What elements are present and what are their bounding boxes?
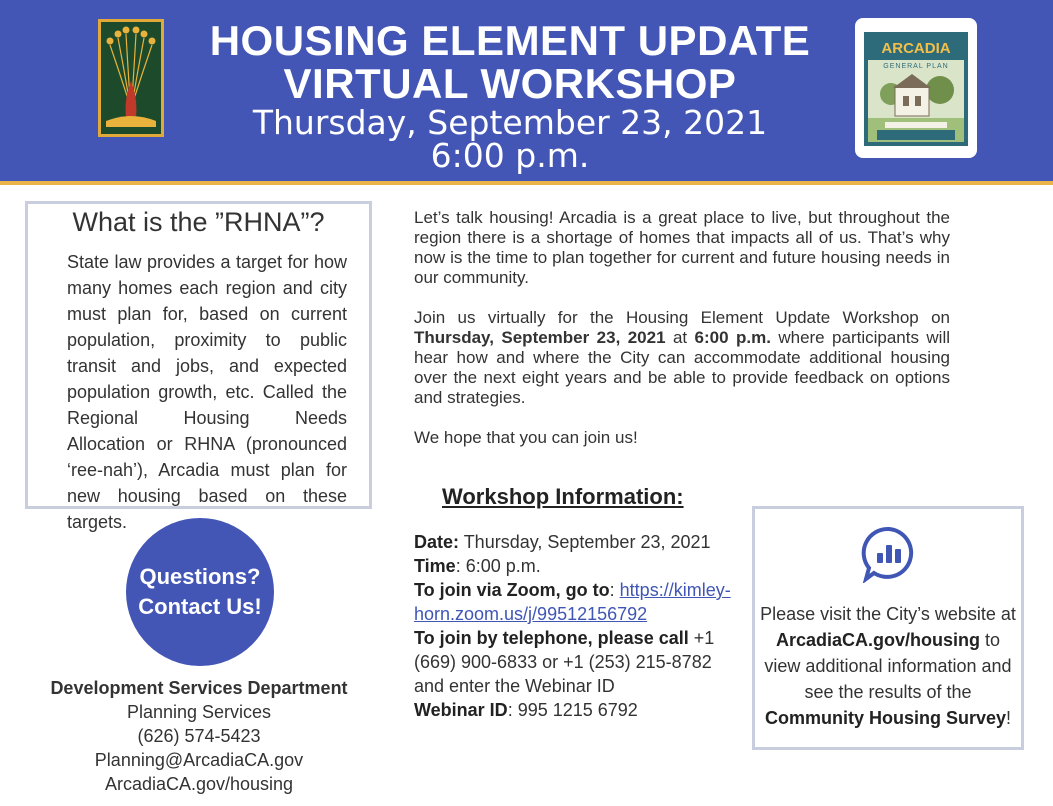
- contact-details: [30, 676, 368, 796]
- contact-badge-line-1: Questions?: [139, 564, 261, 589]
- intro-paragraph-1: Let’s talk housing! Arcadia is a great place to live, but throughout the region there is a shortage of homes that impacts all of us. That’s why now is the time to plan together for current and future housing needs in our community.: [414, 208, 950, 287]
- header-divider: [0, 181, 1053, 185]
- workshop-time-bold: 6:00 p.m.: [694, 328, 771, 347]
- survey-info-box: [752, 506, 1024, 750]
- housing-site-link: ArcadiaCA.gov/housing: [775, 630, 980, 650]
- workshop-phone: To join by telephone, please call +1 (669) 900-6833 or +1 (253) 215-8782 and enter the Webinar ID: [414, 628, 715, 696]
- chat-bar-chart-icon: [860, 525, 918, 583]
- rhna-heading: What is the ”RHNA”?: [72, 207, 325, 237]
- event-time: 6:00 p.m.: [430, 136, 590, 175]
- arcadia-general-plan-logo: [855, 18, 977, 158]
- division-name: Planning Services: [126, 702, 272, 722]
- title-line-1: HOUSING ELEMENT UPDATE: [209, 17, 811, 64]
- zoom-link[interactable]: https://kimley-horn.zoom.us/j/99512156792: [414, 580, 731, 624]
- svg-text:GENERAL PLAN: GENERAL PLAN: [883, 63, 949, 70]
- department-name: Development Services Department: [50, 678, 348, 698]
- workshop-time: Time: 6:00 p.m.: [414, 556, 541, 576]
- website-address: ArcadiaCA.gov/housing: [104, 774, 294, 794]
- title-line-2: VIRTUAL WORKSHOP: [283, 60, 737, 107]
- svg-text:ARCADIA: ARCADIA: [881, 40, 951, 57]
- workshop-webinar-id: Webinar ID: 995 1215 6792: [414, 700, 638, 720]
- workshop-zoom: To join via Zoom, go to: https://kimley-horn.zoom.us/j/99512156792: [414, 580, 731, 624]
- email-address: Planning@ArcadiaCA.gov: [94, 750, 304, 770]
- contact-badge-line-2: Contact Us!: [138, 594, 262, 619]
- workshop-date: Date: Thursday, September 23, 2021: [414, 532, 711, 552]
- intro-paragraph-3: We hope that you can join us!: [414, 428, 638, 447]
- workshop-info-heading: Workshop Information:: [442, 484, 684, 509]
- survey-name: Community Housing Survey: [764, 708, 1006, 728]
- workshop-date-bold: Thursday, September 23, 2021: [414, 328, 666, 347]
- event-date: Thursday, September 23, 2021: [252, 103, 768, 142]
- phone-number: (626) 574-5423: [137, 726, 261, 746]
- workshop-info-details: [414, 530, 734, 722]
- rhna-info-box: [25, 201, 372, 532]
- intro-paragraph-2: Join us virtually for the Housing Element Update Workshop on Thursday, September 23, 2021 at 6:00 p.m. where participants will hear how and where the City can accommodate additional housing over the next eight years and be able to provide feedback on options and strategies.: [414, 308, 950, 407]
- contact-us-badge: [126, 518, 274, 666]
- intro-text: [414, 208, 950, 468]
- survey-text: Please visit the City’s website at ArcadiaCA.gov/housing to view additional information and see the results of the Community Housing Survey!: [760, 604, 1016, 728]
- rhna-description: State law provides a target for how many homes each region and city must plan for, based on current population, proximity to public transit and jobs, and expected population growth, etc. Called the Regional Housing Needs Allocation or RHNA (pronounced ‘ree-nah’), Arcadia must plan for new housing based on these targets.: [67, 252, 347, 532]
